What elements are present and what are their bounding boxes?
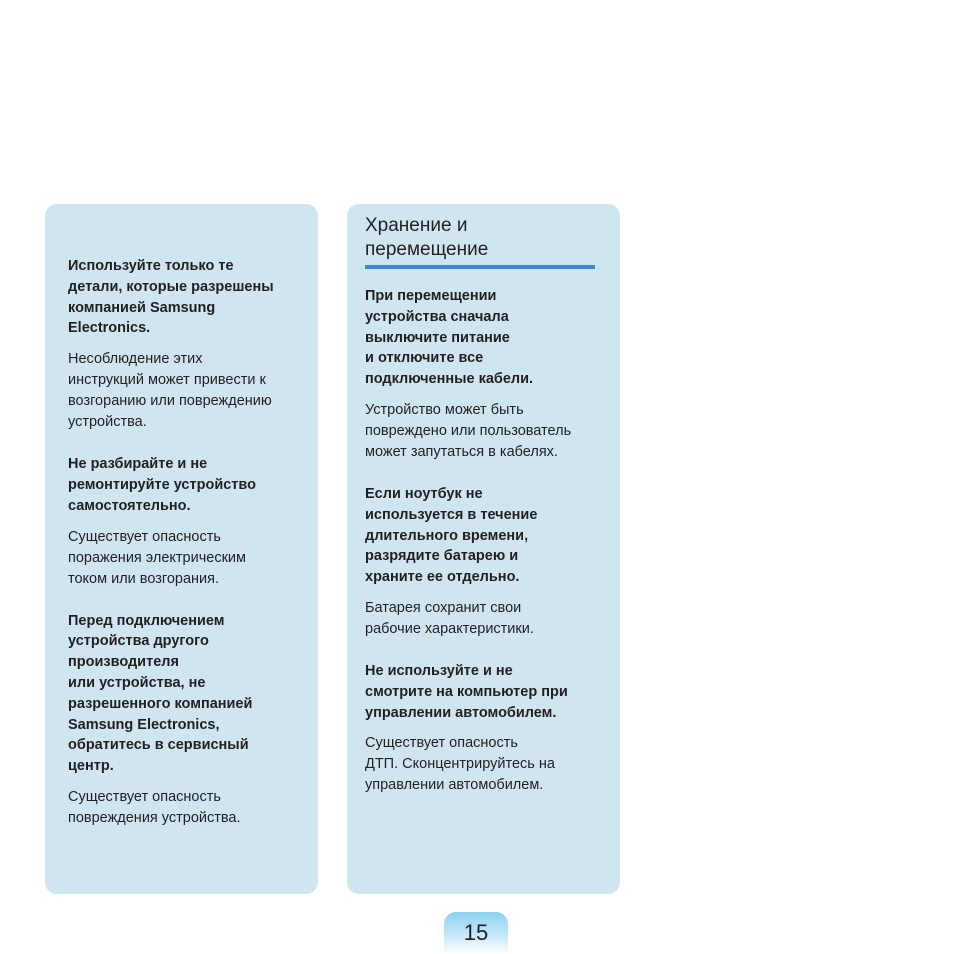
- section-title: Хранение и перемещение: [365, 215, 489, 260]
- right-item-battery-body: Батарея сохранит свои рабочие характеристики.: [365, 599, 534, 637]
- right-panel: [347, 204, 620, 894]
- left-item-disassembly: [68, 454, 300, 589]
- right-item-moving-body: Устройство может быть повреждено или пользователь может запутаться в кабелях.: [365, 401, 572, 460]
- left-item-parts-heading: Используйте только те детали, которые разрешены компанией Samsung Electronics.: [68, 258, 274, 337]
- left-item-service-body: Существует опасность повреждения устройства.: [68, 788, 241, 826]
- right-panel-content: [365, 214, 595, 796]
- page-number: 15: [463, 920, 489, 945]
- right-item-driving: [365, 661, 595, 796]
- right-item-driving-body: Существует опасность ДТП. Сконцентрируйтесь на управлении автомобилем.: [365, 735, 555, 794]
- left-item-parts-body: Несоблюдение этих инструкций может привести к возгоранию или повреждению устройства.: [68, 351, 272, 431]
- right-item-battery-heading: Если ноутбук не используется в течение длительного времени, разрядите батарею и храните ее отдельно.: [365, 485, 538, 586]
- left-item-parts: [68, 256, 300, 433]
- left-panel: [45, 204, 318, 894]
- title-underline: [365, 265, 595, 269]
- left-item-disassembly-heading: Не разбирайте и не ремонтируйте устройство самостоятельно.: [68, 456, 256, 514]
- right-item-moving: [365, 286, 595, 463]
- left-item-service-heading: Перед подключением устройства другого производителя или устройства, не разрешенного компанией Samsung Electronics, обратитесь в сервисный центр.: [68, 612, 253, 775]
- right-item-driving-heading: Не используйте и не смотрите на компьютер при управлении автомобилем.: [365, 662, 568, 721]
- page-number-tab: [444, 912, 508, 954]
- left-item-disassembly-body: Существует опасность поражения электрическим током или возгорания.: [68, 528, 246, 587]
- left-item-service: [68, 611, 300, 829]
- right-item-battery: [365, 484, 595, 640]
- left-panel-content: [68, 256, 300, 829]
- right-item-moving-heading: При перемещении устройства сначала выключите питание и отключите все подключенные кабели.: [365, 288, 534, 388]
